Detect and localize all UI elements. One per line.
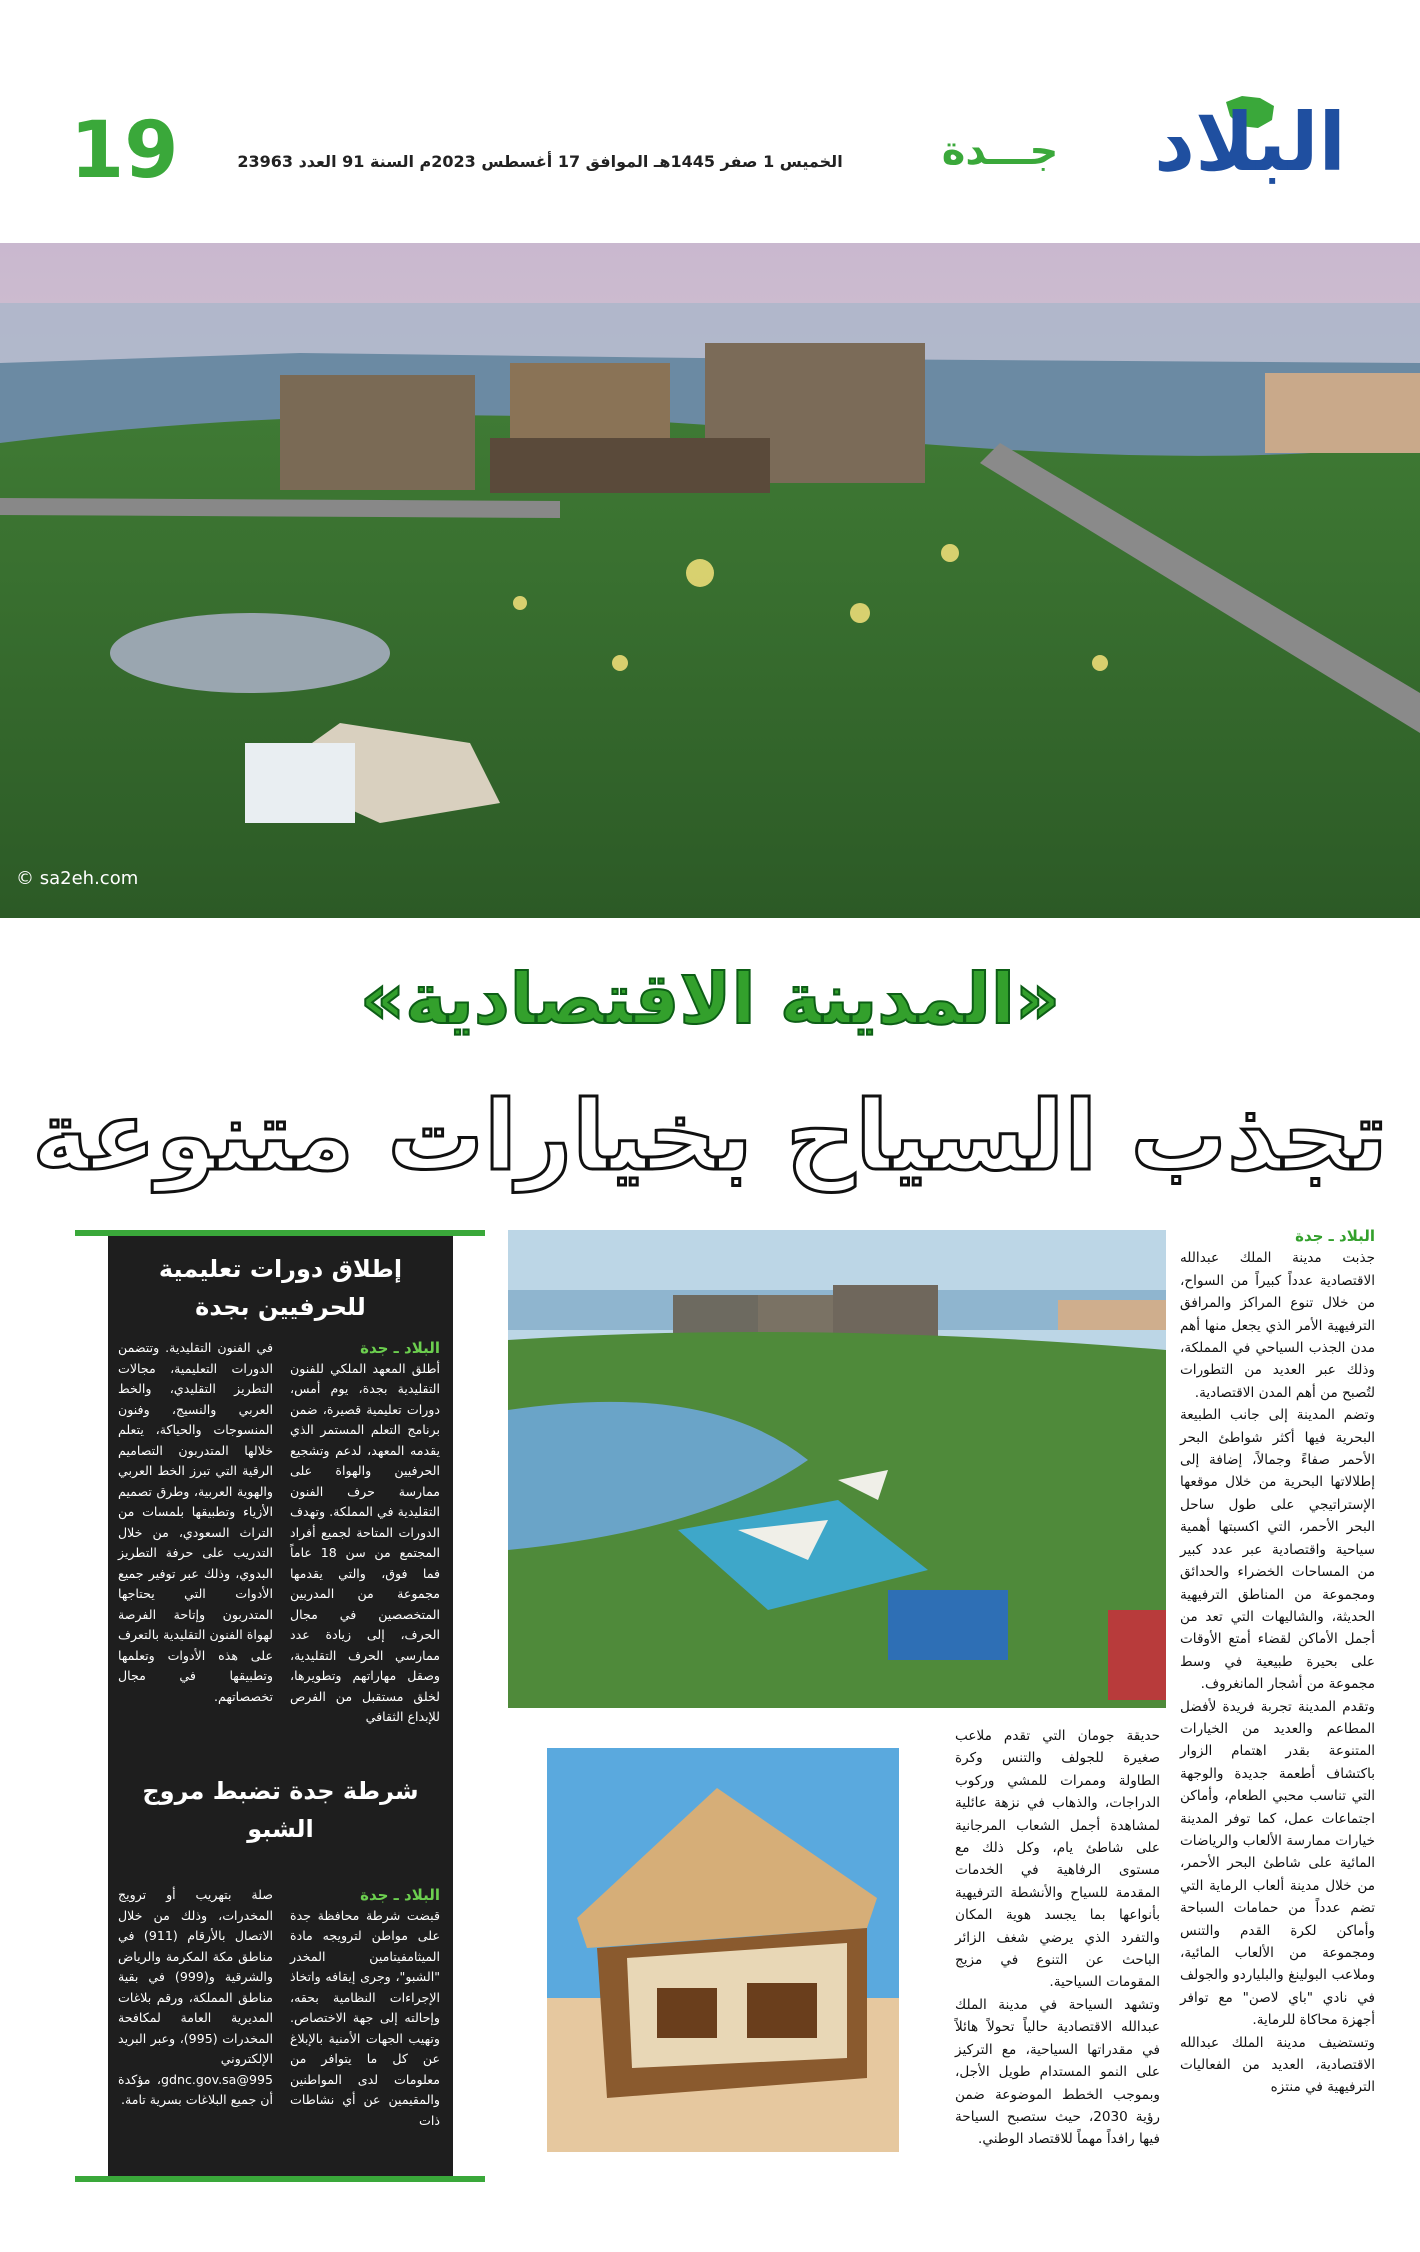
article-column-middle bbox=[955, 1725, 1160, 2151]
article-byline: البلاد ـ جدة bbox=[1295, 1227, 1375, 1245]
headline-kicker: «المدينة الاقتصادية» bbox=[359, 958, 1061, 1040]
page-number: 19 bbox=[70, 106, 179, 196]
sidebar-story1-byline: البلاد ـ جدة bbox=[360, 1339, 440, 1357]
watermark-text: sa2eh.com bbox=[39, 868, 139, 889]
paragraph: وتشهد السياحة في مدينة الملك عبدالله الاقتصادية حالياً تحولاً هائلاً في مقدراتها السياحية، مع التركيز على النمو المستدام طويل الأجل، وبموجب الخطط الموضوعة ضمن رؤية 2030، حيث ستصبح السياحة فيها رافداً مهماً للاقتصاد الوطني. bbox=[955, 1996, 1160, 2148]
image-watermark: © sa2eh.com bbox=[16, 868, 139, 889]
newspaper-logo bbox=[1125, 88, 1375, 198]
logo-text: البلاد bbox=[1154, 96, 1346, 189]
headline-title: تجذب السياح بخيارات متنوعة bbox=[32, 1080, 1388, 1192]
sidebar-story1-title: إطلاق دورات تعليمية للحرفيين بجدة bbox=[158, 1255, 403, 1321]
sidebar-bottom-rule bbox=[75, 2176, 485, 2182]
section-title: جـــدة bbox=[941, 128, 1059, 174]
article-column-right bbox=[1180, 1225, 1375, 2099]
article-photo-park bbox=[508, 1230, 1166, 1708]
sidebar-story2-col-left: صلة بتهريب أو ترويج المخدرات، وذلك من خلال الاتصال بالأرقام (911) في مناطق مكة المكرمة والرياض والشرقية و(999) في بقية مناطق المملكة، ورقم بلاغات المديرية العامة لمكافحة المخدرات (995)، وعبر البريد الإلكتروني 995@gdnc.gov.sa، مؤكدة أن جميع البلاغات بسرية تامة. bbox=[118, 1887, 274, 2107]
paragraph: جذبت مدينة الملك عبدالله الاقتصادية عدداً كبيراً من السواح، من خلال تنوع المراكز والمرافق الترفيهية الأمر الذي يجعل منها أهم مدن الجذب السياحي في المملكة، وذلك عبر العديد من التطورات لتُصبح من أهم المدن الاقتصادية. bbox=[1180, 1250, 1375, 1401]
sidebar-story2-col-right bbox=[290, 1885, 440, 2131]
dateline: الخميس 1 صفر 1445هـ الموافق 17 أغسطس 2023م السنة 91 العدد 23963 bbox=[237, 152, 843, 171]
sidebar-story2-title: شرطة جدة تضبط مروج الشبو bbox=[142, 1777, 419, 1843]
paragraph: أطلق المعهد الملكي للفنون التقليدية بجدة، يوم أمس، دورات تعليمية قصيرة، ضمن برنامج التعلم المستمر الذي يقدمه المعهد، لدعم وتشجيع الحرفيين والهواة على ممارسة حرف الفنون التقليدية في المملكة. وتهدف الدورات المتاحة لجميع أفراد المجتمع من سن 18 عاماً فما فوق، والتي يقدمها مجموعة من المدربين المتخصصين في مجال الحرف، إلى زيادة عدد ممارسي الحرف التقليدية، وصقل مهاراتهم وتطويرها، لخلق مستقبل من الفرص للإبداع الثقافي bbox=[290, 1360, 440, 1724]
paragraph: وتستضيف مدينة الملك عبدالله الاقتصادية، العديد من الفعاليات الترفيهية في منتزه bbox=[1180, 2034, 1375, 2096]
paragraph: قبضت شرطة محافظة جدة على مواطن لترويجه مادة الميثامفيتامين المخدر "الشبو"، وجرى إيقافه واتخاذ الإجراءات النظامية بحقه، وإحالته إلى جهة الاختصاص. وتهيب الجهات الأمنية بالإبلاغ عن كل ما يتوافر من معلومات لدى المواطنين والمقيمين عن أي نشاطات ذات bbox=[290, 1907, 440, 2128]
sidebar-story1-col-right bbox=[290, 1338, 440, 1728]
sidebar-story2-byline: البلاد ـ جدة bbox=[360, 1886, 440, 1904]
paragraph: وتقدم المدينة تجربة فريدة لأفضل المطاعم والعديد من الخيارات المتنوعة بقدر اهتمام الزوار باكتشاف أطعمة جديدة والوجهة التي تناسب محبي الطعام، وأماكن اجتماعات عمل، كما توفر المدينة خيارات ممارسة الألعاب والرياضات المائية على شاطئ البحر الأحمر، من خلال مدينة ألعاب الرماية التي تضم عدداً من حمامات السباحة وأماكن لكرة القدم والتنس ومجموعة من الألعاب المائية، وملاعب البولينغ والبلياردو والجولف في نادي "باي لاصن" مع توافر أجهزة محاكاة للرماية. bbox=[1180, 1698, 1375, 2029]
article-photo-tent bbox=[547, 1748, 899, 2152]
paragraph: حديقة جومان التي تقدم ملاعب صغيرة للجولف والتنس وكرة الطاولة وممرات للمشي وركوب الدراجات، والذهاب في نزهة عائلية لمشاهدة أجمل الشعاب المرجانية على شاطئ يام، وكل ذلك مع مستوى الرفاهية في الخدمات المقدمة للسياح والأنشطة الترفيهية بأنواعها بما يجسد هوية المكان والتفرد الذي يرضي شغف الزائر الباحث عن التنوع في مزيج المقومات السياحية. bbox=[955, 1728, 1160, 1991]
paragraph: وتضم المدينة إلى جانب الطبيعة البحرية فيها أكثر شواطئ البحر الأحمر صفاءً وجمالاً، إضافة إلى إطلالاتها البحرية من خلال موقعها الإستراتيجي على طول ساحل البحر الأحمر، التي اكسبتها أهمية سياحية واقتصادية عبر عدد كبير من المساحات الخضراء والحدائق ومجموعة من المناطق الترفيهية الحديثة، والشاليهات التي تعد من أجمل الأماكن لقضاء أمتع الأوقات على بحيرة طبيعية في وسط مجموعة من أشجار المانغروف. bbox=[1180, 1407, 1375, 1693]
sidebar-story1-col-left: في الفنون التقليدية. وتتضمن الدورات التعليمية، مجالات التطريز التقليدي، والخط العربي والنسيج، وفنون المنسوجات والحياكة، يتعلم خلالها المتدربون التصاميم الرقية التي تبرز الخط العربي والهوية العربية، وطرق تصميم الأزياء وتطبيقها بلمسات من التراث السعودي، من خلال التدريب على حرفة التطريز البدوي، وذلك عبر توفير جميع الأدوات التي يحتاجها المتدربون وإتاحة الفرصة لهواة الفنون التقليدية بالتعرف على هذه الأدوات وتعلمها وتطبيقها في مجال تخصصاتهم. bbox=[118, 1340, 273, 1704]
hero-photo bbox=[0, 243, 1420, 918]
